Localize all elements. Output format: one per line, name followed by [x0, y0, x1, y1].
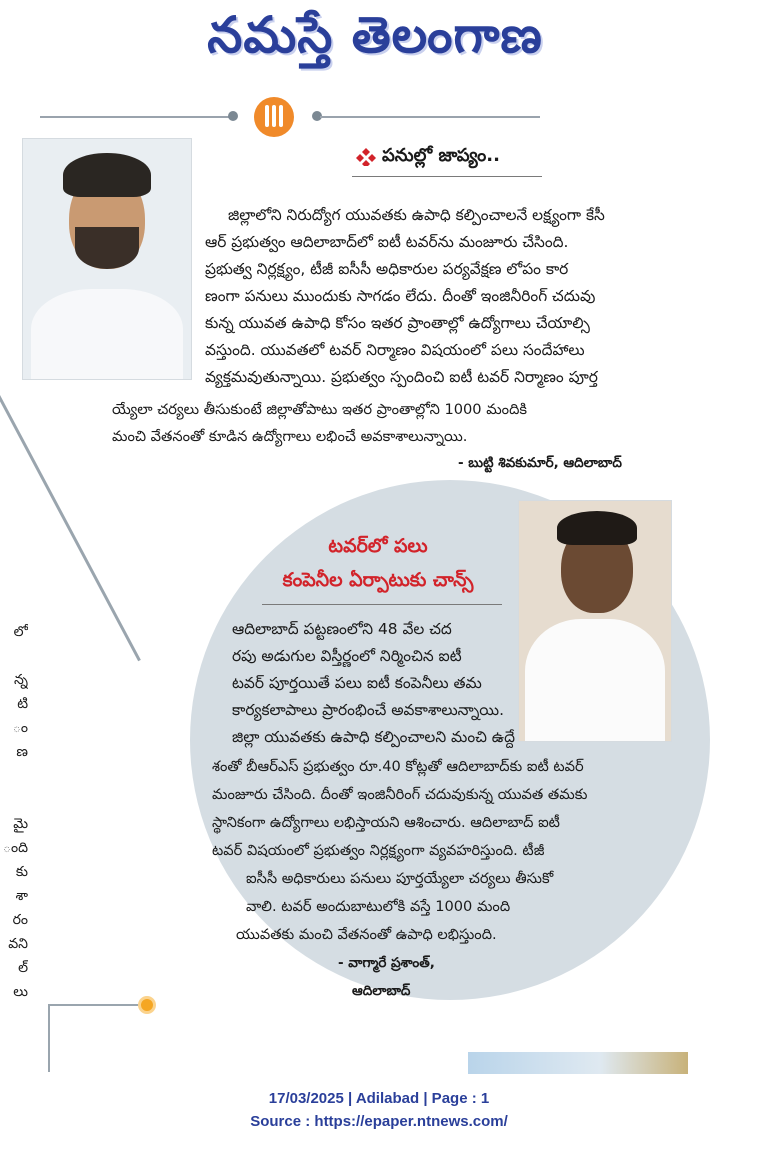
clipped-line: ణ	[16, 744, 28, 760]
article2-line: ఆదిలాబాద్ పట్టణంలోని 48 వేల చద	[232, 620, 452, 638]
article2-heading-line2: కంపెనీల ఏర్పాటుకు చాన్స్	[282, 569, 474, 591]
adjacent-column-clipped	[0, 620, 28, 1004]
article1-line: ఆర్ ప్రభుత్వం ఆదిలాబాద్‌లో ఐటీ టవర్‌ను మంజూరు చేసింది.	[205, 233, 569, 251]
article1-line: ణంగా పనులు ముందుకు సాగడం లేదు. దీంతో ఇంజినీరింగ్ చదువు	[205, 287, 596, 305]
section-emblem-icon	[254, 97, 294, 137]
newspaper-logo: నమస్తే తెలంగాణ	[207, 6, 543, 64]
timeline-line-horizontal	[48, 1004, 140, 1006]
article1-line: కున్న యువత ఉపాధి కోసం ఇతర ప్రాంతాల్లో ఉద్యోగాలు చేయాల్సి	[205, 314, 590, 332]
divider-dot-icon	[228, 111, 238, 121]
article2-line: యువతకు మంచి వేతనంతో ఉపాధి లభిస్తుంది.	[236, 926, 497, 943]
article2-heading-line1: టవర్‌లో పలు	[328, 535, 428, 557]
clipped-line: వని	[8, 936, 28, 952]
clipped-line: ం	[12, 720, 28, 736]
article2-line: రపు అడుగుల విస్తీర్ణంలో నిర్మించిన ఐటీ	[232, 647, 462, 665]
article2-byline-place: ఆదిలాబాద్	[352, 983, 411, 999]
clipped-line: ల్	[18, 960, 28, 976]
article1-line: వస్తుంది. యువతలో టవర్ నిర్మాణం విషయంలో పలు సందేహాలు	[205, 341, 585, 359]
section-divider-right	[320, 116, 540, 118]
article2-line: కార్యకలాపాలు ప్రారంభించే అవకాశాలున్నాయి.	[232, 701, 504, 719]
timeline-line-vertical	[48, 1004, 50, 1072]
section-divider-left	[40, 116, 232, 118]
masthead	[0, 0, 758, 80]
clipped-line: మై	[13, 816, 28, 832]
clipped-line: ంది	[2, 840, 28, 856]
clipped-line: లు	[13, 984, 28, 1000]
clipped-line: లో	[13, 624, 28, 640]
article2-line: టవర్ పూర్తయితే పలు ఐటీ కంపెనీలు తమ	[232, 674, 482, 692]
article2-line: మంజూరు చేసింది. దీంతో ఇంజినీరింగ్ చదువుకున్న యువత తమకు	[212, 786, 588, 803]
article2-line: ఐసీసీ అధికారులు పనులు పూర్తయ్యేలా చర్యలు తీసుకో	[246, 870, 554, 887]
article1-heading: పనుల్లో జాప్యం..	[382, 145, 500, 166]
footer-source[interactable]: Source : https://epaper.ntnews.com/	[250, 1113, 508, 1130]
article1-line: ప్రభుత్వ నిర్లక్ష్యం, టీజీ ఐసీసీ అధికారుల పర్యవేక్షణ లోపం కార	[205, 260, 569, 278]
article2-line: వాలి. టవర్ అందుబాటులోకి వస్తే 1000 మంది	[246, 898, 511, 915]
article2-line: జిల్లా యువతకు ఉపాధి కల్పించాలని మంచి ఉద్దే	[232, 728, 515, 746]
clipped-line	[0, 644, 28, 668]
article1-byline: - బుట్టి శివకుమార్, ఆదిలాబాద్	[458, 455, 622, 471]
article2-byline-name: - వాగ్మారే ప్రశాంత్,	[338, 955, 435, 971]
footer-date-edition: 17/03/2025 | Adilabad | Page : 1	[268, 1090, 490, 1107]
article1-line: య్యేలా చర్యలు తీసుకుంటే జిల్లాతోపాటు ఇతర ప్రాంతాల్లోని 1000 మందికి	[112, 401, 527, 418]
clipped-line: కు	[15, 864, 28, 880]
clipped-line	[0, 764, 28, 788]
article1-heading-underline	[352, 176, 542, 177]
article2-line: శంతో బీఆర్‌ఎస్ ప్రభుత్వం రూ.40 కోట్లతో ఆదిలాబాద్‌కు ఐటీ టవర్	[212, 758, 584, 775]
diamond-bullet-icon	[356, 146, 376, 166]
article1-line: వ్యక్తమవుతున్నాయి. ప్రభుత్వం స్పందించి ఐటీ టవర్ నిర్మాణం పూర్త	[205, 368, 598, 386]
clipped-line: టి	[17, 696, 28, 712]
article1-line: జిల్లాలోని నిరుద్యోగ యువతకు ఉపాధి కల్పించాలనే లక్ష్యంగా కేసీ	[228, 206, 605, 224]
next-article-photo-clipped	[468, 1052, 688, 1074]
article2-heading-underline	[262, 604, 502, 605]
clipped-line: న్న	[14, 672, 28, 688]
article1-line: మంచి వేతనంతో కూడిన ఉద్యోగాలు లభించే అవకాశాలున్నాయి.	[112, 428, 468, 445]
timeline-dot-icon	[138, 996, 156, 1014]
clipped-line: శా	[15, 888, 28, 904]
author-photo-1	[22, 138, 192, 380]
clipped-line	[0, 788, 28, 812]
article2-line: స్థానికంగా ఉద్యోగాలు లభిస్తాయని ఆశించారు. ఆదిలాబాద్ ఐటీ	[212, 814, 560, 831]
article2-line: టవర్ విషయంలో ప్రభుత్వం నిర్లక్ష్యంగా వ్యవహరిస్తుంది. టీజీ	[212, 842, 545, 859]
clipped-line: రం	[12, 912, 28, 928]
author-photo-2	[518, 500, 672, 742]
